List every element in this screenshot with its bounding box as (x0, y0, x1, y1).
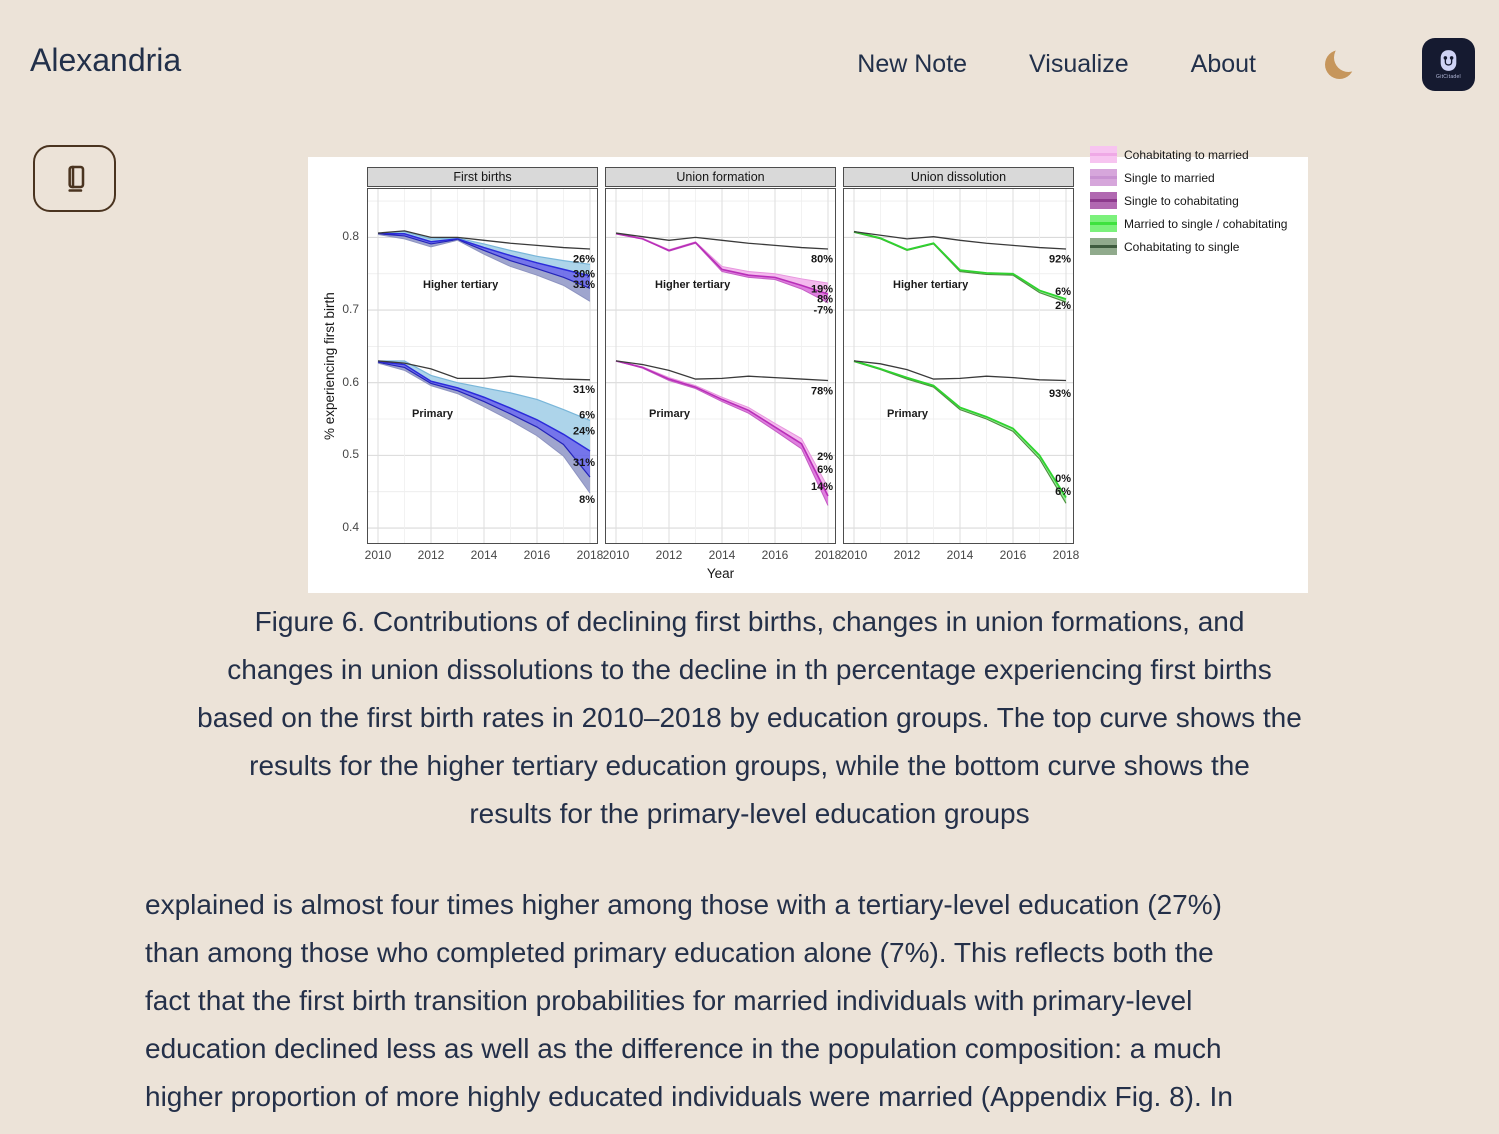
x-tick-label: 2016 (761, 548, 789, 562)
panel-plot (843, 188, 1074, 544)
legend-row (1090, 189, 1287, 212)
legend-label: Married to single / cohabitating (1124, 216, 1288, 231)
y-axis-title: % experiencing first birth (322, 292, 337, 440)
panel-plot (367, 188, 598, 544)
x-tick-label: 2012 (417, 548, 445, 562)
svg-text:6%: 6% (817, 464, 833, 477)
reader-toggle-button[interactable] (33, 145, 116, 212)
legend-label: Cohabitating to married (1124, 147, 1249, 162)
panel-title: Union formation (605, 167, 836, 187)
figure-caption (0, 598, 1499, 838)
svg-text:78%: 78% (810, 385, 833, 398)
svg-text:19%: 19% (810, 283, 833, 296)
figure-image (308, 147, 1308, 593)
svg-text:8%: 8% (817, 293, 833, 306)
paragraph-line: than among those who completed primary education alone (7%). This reflects both the (145, 937, 1214, 968)
svg-text:Higher tertiary: Higher tertiary (423, 278, 499, 291)
svg-text:93%: 93% (1048, 387, 1071, 400)
x-tick-label: 2014 (946, 548, 974, 562)
book-icon (59, 162, 91, 196)
svg-text:26%: 26% (572, 253, 595, 266)
legend-line (1090, 199, 1117, 202)
crescent-moon-icon (1325, 50, 1354, 79)
caption-line: Figure 6. Contributions of declining first births, changes in union formations, and (254, 606, 1245, 637)
svg-text:6%: 6% (579, 409, 595, 422)
x-tick-label: 2016 (523, 548, 551, 562)
svg-text:Primary: Primary (887, 408, 928, 421)
svg-text:6%: 6% (1055, 485, 1071, 498)
legend-label: Single to cohabitating (1124, 193, 1239, 208)
legend-row (1090, 166, 1287, 189)
svg-text:0%: 0% (1055, 472, 1071, 485)
dark-mode-toggle-button[interactable] (1318, 41, 1360, 87)
svg-text:2%: 2% (817, 451, 833, 464)
nav-visualize[interactable]: Visualize (1029, 49, 1129, 78)
y-tick-label: 0.7 (342, 302, 359, 317)
caption-line: results for the primary-level education groups (469, 798, 1030, 829)
x-tick-label: 2010 (840, 548, 868, 562)
svg-text:Higher tertiary: Higher tertiary (655, 278, 731, 291)
x-axis-title: Year (706, 566, 735, 581)
legend-swatch (1090, 146, 1117, 163)
nav-new-note[interactable]: New Note (857, 49, 968, 78)
caption-line: results for the higher tertiary education groups, while the bottom curve shows the (249, 750, 1250, 781)
paragraph-line: fact that the first birth transition probabilities for married individuals with primary-level (145, 985, 1193, 1016)
svg-text:80%: 80% (810, 253, 833, 266)
article-paragraph (145, 881, 1233, 1121)
svg-text:92%: 92% (1048, 253, 1071, 266)
x-tick-label: 2016 (999, 548, 1027, 562)
x-tick-label: 2010 (364, 548, 392, 562)
svg-text:Primary: Primary (412, 408, 453, 421)
legend-row (1090, 235, 1287, 258)
legend-line (1090, 245, 1117, 248)
gitcitadel-logo[interactable] (1422, 38, 1475, 91)
chart-legend (1090, 143, 1287, 258)
app-brand: Alexandria (30, 42, 182, 78)
nav-about[interactable]: About (1190, 49, 1256, 78)
caption-line: changes in union dissolutions to the decline in th percentage experiencing first births (227, 654, 1272, 685)
gitcitadel-helmet-icon (1436, 48, 1461, 73)
svg-text:31%: 31% (572, 456, 595, 469)
y-tick-label: 0.8 (342, 229, 359, 244)
svg-text:6%: 6% (1055, 286, 1071, 299)
legend-line (1090, 176, 1117, 179)
paragraph-line: education declined less as well as the difference in the population composition: a much (145, 1033, 1222, 1064)
legend-row (1090, 143, 1287, 166)
svg-text:-7%: -7% (813, 304, 833, 317)
x-tick-label: 2014 (470, 548, 498, 562)
paragraph-line: explained is almost four times higher among those with a tertiary-level education (27%) (145, 889, 1222, 920)
svg-text:31%: 31% (572, 278, 595, 291)
svg-text:24%: 24% (572, 425, 595, 438)
top-nav (857, 36, 1475, 92)
x-tick-label: 2018 (814, 548, 842, 562)
y-tick-label: 0.4 (342, 520, 359, 535)
y-tick-label: 0.6 (342, 374, 359, 389)
gitcitadel-logo-text: GitCitadel (1436, 74, 1461, 80)
caption-line: based on the first birth rates in 2010–2018 by education groups. The top curve shows the (197, 702, 1302, 733)
x-tick-label: 2018 (1052, 548, 1080, 562)
legend-line (1090, 153, 1117, 156)
svg-text:2%: 2% (1055, 299, 1071, 312)
legend-line (1090, 222, 1117, 225)
svg-text:31%: 31% (572, 384, 595, 397)
panel-title: Union dissolution (843, 167, 1074, 187)
svg-text:30%: 30% (572, 268, 595, 281)
svg-text:8%: 8% (579, 493, 595, 506)
legend-swatch (1090, 169, 1117, 186)
legend-label: Cohabitating to single (1124, 239, 1240, 254)
panel-title: First births (367, 167, 598, 187)
x-tick-label: 2018 (576, 548, 604, 562)
legend-swatch (1090, 215, 1117, 232)
panel-plot (605, 188, 836, 544)
legend-swatch (1090, 192, 1117, 209)
x-tick-label: 2010 (602, 548, 630, 562)
svg-text:Higher tertiary: Higher tertiary (893, 278, 969, 291)
legend-row (1090, 212, 1287, 235)
svg-text:14%: 14% (810, 480, 833, 493)
x-tick-label: 2012 (893, 548, 921, 562)
svg-text:Primary: Primary (649, 408, 690, 421)
y-tick-label: 0.5 (342, 447, 359, 462)
legend-label: Single to married (1124, 170, 1215, 185)
legend-swatch (1090, 238, 1117, 255)
x-tick-label: 2014 (708, 548, 736, 562)
x-tick-label: 2012 (655, 548, 683, 562)
paragraph-line: higher proportion of more highly educated individuals were married (Appendix Fig. 8). In (145, 1081, 1233, 1112)
